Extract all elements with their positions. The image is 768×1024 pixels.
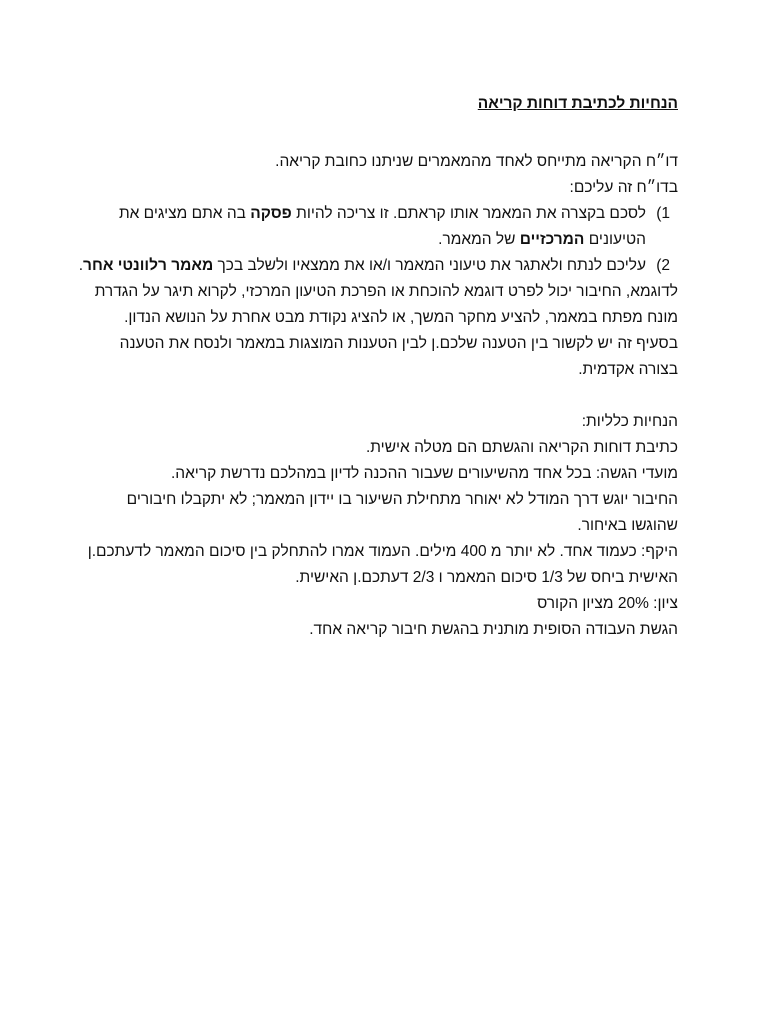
section-note-paragraph: בסעיף זה יש לקשור בין הטענה שלכם.ן לבין הטענות המוצגות במאמר ולנסח את הטענה בצורה אקדמית. (119, 335, 678, 378)
page-title: הנחיות לכתיבת דוחות קריאה (477, 95, 678, 112)
list-number-1: 1) (656, 205, 670, 222)
list-item-1 (78, 201, 678, 253)
general-line-personal-task: כתיבת דוחות הקריאה והגשתם הם מטלה אישית. (365, 439, 678, 456)
list-item-1-bold-paragraph: פסקה (250, 205, 292, 222)
general-heading: הנחיות כלליות: (581, 413, 678, 430)
list-item-1-text-end: של המאמר. (438, 231, 520, 248)
general-line-final-condition: הגשת העבודה הסופית מותנית בהגשת חיבור קריאה אחד. (309, 621, 678, 638)
list-number-2: 2) (656, 257, 670, 274)
general-line-length: היקף: כעמוד אחד. לא יותר מ 400 מילים. העמוד אמרו להתחלק בין סיכום המאמר לדעתכם.ן האישית ביחס של 1/3 סיכום המאמר ו 2/3 דעתכם.ן האישית. (87, 543, 678, 586)
intro-line-1: דו״ח הקריאה מתייחס לאחד מהמאמרים שניתנו כחובת קריאה. (275, 153, 678, 170)
general-line-grade: ציון: 20% מציון הקורס (537, 595, 678, 612)
spacer (78, 383, 678, 409)
intro-line-2: בדו״ח זה עליכם: (569, 179, 678, 196)
list-item-2 (78, 253, 678, 279)
document-body (78, 91, 678, 643)
general-line-deadlines: מועדי הגשה: בכל אחד מהשיעורים שעבור ההכנה לדיון במהלכם נדרשת קריאה. (170, 465, 678, 482)
example-paragraph: לדוגמא, החיבור יכול לפרט דוגמא להוכחת או הפרכת הטיעון המרכזי, לקרוא תיגר על הגדרת מונח מפתח במאמר, להציע מחקר המשך, או להציג נקודת מבט אחרת על הנושא הנדון. (94, 283, 678, 326)
list-item-2-text-end: . (78, 257, 84, 274)
list-item-1-bold-central: המרכזיים (519, 231, 585, 248)
general-line-submission: החיבור יוגש דרך המודל לא יאוחר מתחילת השיעור בו יידון המאמר; לא יתקבלו חיבורים שהוגשו באיחור. (126, 491, 678, 534)
list-item-1-text-start: לסכם בקצרה את המאמר אותו קראתם. זו צריכה להיות (291, 205, 646, 222)
list-item-2-text-start: עליכם לנתח ולאתגר את טיעוני המאמר ו/או את ממצאיו ולשלב בכך (213, 257, 646, 274)
list-item-1-text-middle: בה אתם מציגים את הטיעונים (118, 205, 646, 248)
list-item-2-bold-article: מאמר רלוונטי אחר (83, 257, 214, 274)
